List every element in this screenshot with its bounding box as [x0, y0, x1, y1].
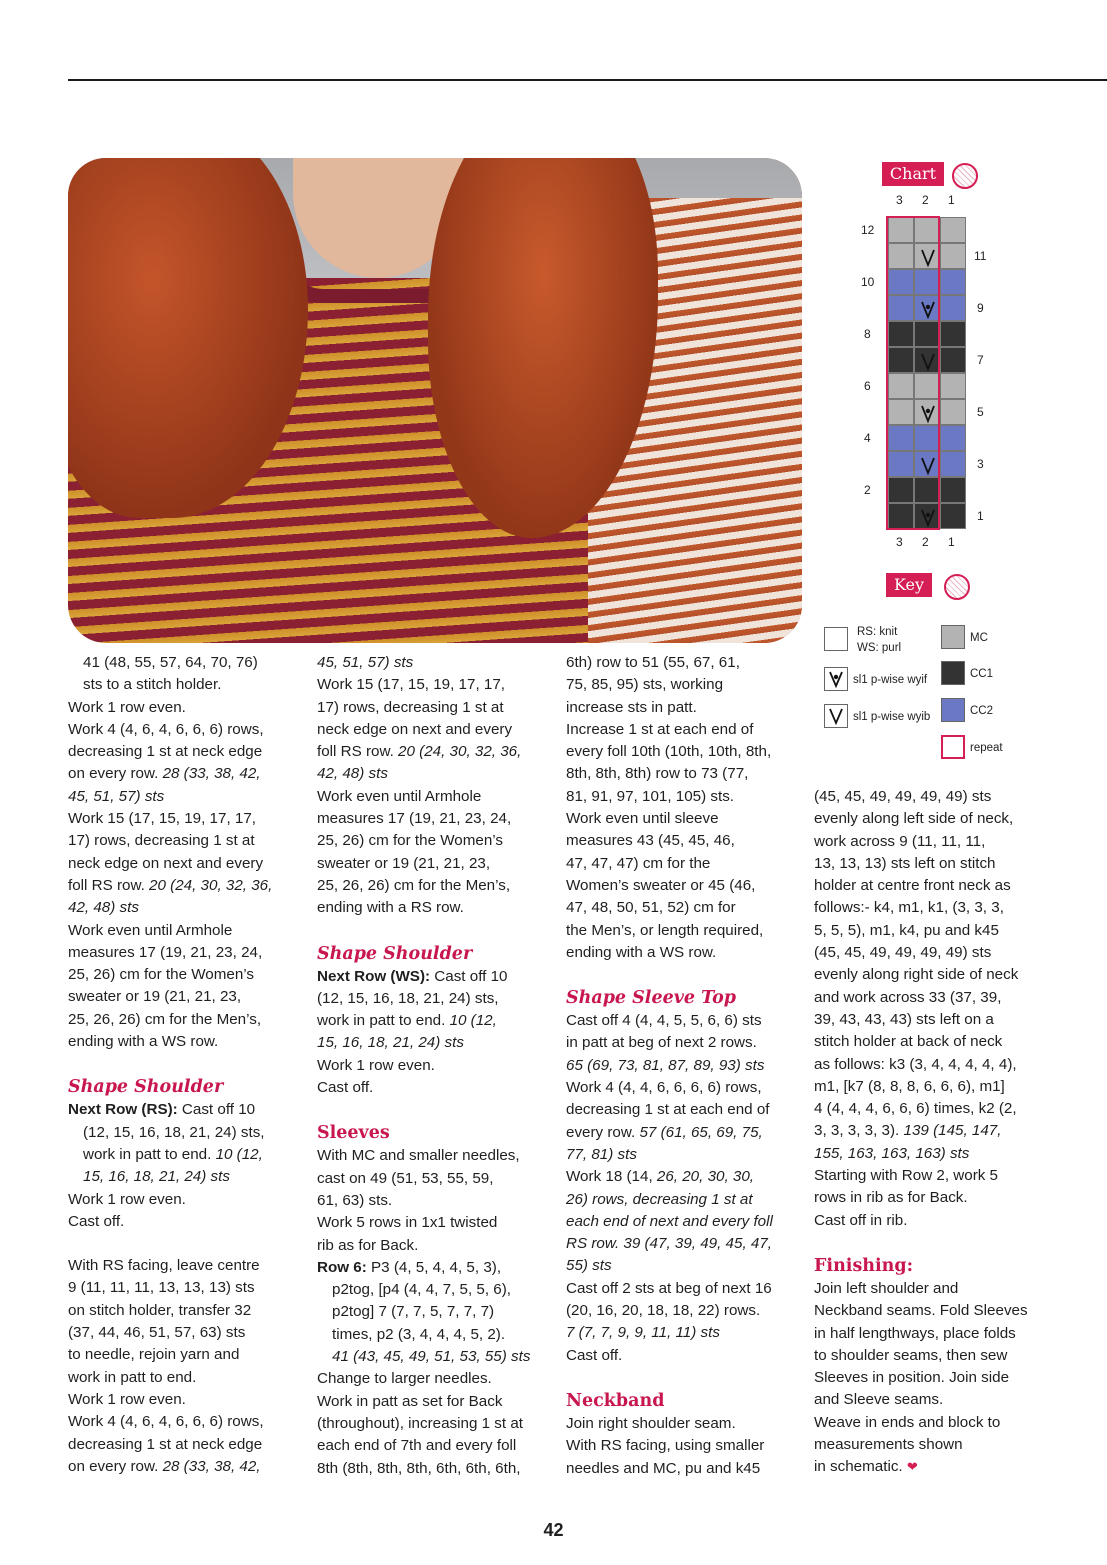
text-line: in schematic. ❤ — [814, 1458, 918, 1476]
chart-cell — [940, 451, 966, 477]
text-line: Work 4 (4, 6, 4, 6, 6, 6) rows, — [68, 720, 264, 738]
section-heading: Neckband — [566, 1390, 665, 1411]
text-line: rib as for Back. — [317, 1236, 419, 1254]
key-label: WS: purl — [857, 642, 902, 654]
text-line: 26) rows, decreasing 1 st at — [566, 1190, 753, 1208]
text-line: to shoulder seams, then sew — [814, 1346, 1008, 1364]
yarn-ball-icon — [952, 163, 978, 189]
text-line: ending with a WS row. — [68, 1033, 219, 1051]
text-column-1 — [68, 652, 300, 1478]
chart-col-label: 1 — [948, 535, 955, 549]
text-line: (12, 15, 16, 18, 21, 24) sts, — [317, 989, 499, 1007]
chart-cell — [940, 373, 966, 399]
text-line: Work even until sleeve — [566, 810, 719, 828]
text-line: (20, 16, 20, 18, 18, 22) rows. — [566, 1302, 761, 1320]
chart-col-label: 1 — [948, 193, 955, 207]
key-label: MC — [970, 632, 988, 644]
text-line: evenly along left side of neck, — [814, 810, 1014, 828]
section-heading: Finishing: — [814, 1255, 914, 1276]
chart-row-label: 4 — [864, 431, 871, 445]
chart-row-label: 10 — [861, 275, 875, 289]
chart-cell — [940, 243, 966, 269]
chart-cell — [940, 399, 966, 425]
text-line: Work 1 row even. — [68, 1390, 186, 1408]
text-line: Cast off in rib. — [814, 1211, 908, 1229]
text-line: Work 15 (17, 15, 19, 17, 17, — [317, 676, 505, 694]
yarn-ball-icon — [944, 574, 970, 600]
sweater-photo — [68, 158, 802, 643]
text-line: 39, 43, 43, 43) sts left on a — [814, 1010, 994, 1028]
text-line: Work 1 row even. — [68, 698, 186, 716]
text-line: neck edge on next and every — [317, 720, 513, 738]
text-line: measures 17 (19, 21, 23, 24, — [68, 943, 263, 961]
text-line: sts to a stitch holder. — [83, 676, 222, 694]
text-line: 47, 47, 47) cm for the — [566, 854, 711, 872]
text-line: Work even until Armhole — [317, 787, 482, 805]
text-line: p2tog, [p4 (4, 4, 7, 5, 5, 6), — [332, 1281, 511, 1299]
text-line: sweater or 19 (21, 21, 23, — [317, 854, 491, 872]
text-line: follows:- k4, m1, k1, (3, 3, 3, — [814, 899, 1004, 917]
slip-wyib-icon — [824, 704, 848, 728]
text-line: (12, 15, 16, 18, 21, 24) sts, — [83, 1123, 265, 1141]
text-line: each end of next and every foll — [566, 1212, 773, 1230]
chart-cell — [940, 321, 966, 347]
text-line: Work in patt as set for Back — [317, 1392, 503, 1410]
text-line: 41 (48, 55, 57, 64, 70, 76) — [83, 654, 258, 671]
text-line: 77, 81) sts — [566, 1145, 637, 1163]
text-line: 4 (4, 4, 4, 6, 6, 6) times, k2 (2, — [814, 1100, 1017, 1118]
key-label: repeat — [970, 742, 1003, 754]
text-line: the Men’s, or length required, — [566, 921, 764, 939]
text-line: 42, 48) sts — [317, 765, 388, 783]
text-line: every foll 10th (10th, 10th, 8th, — [566, 743, 772, 761]
text-line: 42, 48) sts — [68, 899, 139, 917]
text-line: Work 1 row even. — [317, 1056, 435, 1074]
text-line: Increase 1 st at each end of — [566, 720, 754, 738]
text-line: ending with a WS row. — [566, 943, 717, 961]
repeat-outline — [886, 216, 940, 530]
text-line: Neckband seams. Fold Sleeves — [814, 1302, 1028, 1320]
text-line: 75, 85, 95) sts, working — [566, 676, 724, 694]
text-line: RS row. 39 (47, 39, 49, 45, 47, — [566, 1235, 773, 1253]
text-column-3 — [566, 652, 798, 1480]
chart-title: Chart — [882, 162, 944, 186]
text-line: 45, 51, 57) sts — [68, 787, 165, 805]
text-line: 41 (43, 45, 49, 51, 53, 55) sts — [332, 1348, 531, 1366]
text-line: 9 (11, 11, 11, 13, 13, 13) sts — [68, 1279, 255, 1297]
chart-row-label: 3 — [977, 457, 984, 471]
text-line: work in patt to end. — [68, 1368, 197, 1386]
text-line: every row. 57 (61, 65, 69, 75, — [566, 1123, 763, 1141]
chart-cell — [940, 347, 966, 373]
top-rule — [68, 79, 1107, 81]
key-label: sl1 p-wise wyib — [853, 711, 931, 723]
text-line: 155, 163, 163, 163) sts — [814, 1144, 970, 1162]
text-line: measurements shown — [814, 1436, 963, 1454]
text-line: measures 17 (19, 21, 23, 24, — [317, 810, 512, 828]
chart-row-label: 8 — [864, 327, 871, 341]
chart-row-label: 7 — [977, 353, 984, 367]
text-line: 61, 63) sts. — [317, 1191, 393, 1209]
text-line: 25, 26) cm for the Women’s — [317, 832, 503, 850]
text-line: 13, 13, 13) sts left on stitch — [814, 854, 996, 872]
text-line: 3, 3, 3, 3, 3). 139 (145, 147, — [814, 1122, 1002, 1140]
text-line: m1, [k7 (8, 8, 8, 6, 6, 6), m1] — [814, 1077, 1005, 1095]
text-line: With RS facing, using smaller — [566, 1437, 765, 1455]
text-column-4 — [814, 786, 1054, 1479]
text-line: evenly along right side of neck — [814, 966, 1019, 984]
text-line: Cast off 2 sts at beg of next 16 — [566, 1279, 772, 1297]
text-line: decreasing 1 st at neck edge — [68, 1435, 263, 1453]
text-line: Weave in ends and block to — [814, 1413, 1001, 1431]
text-line: and Sleeve seams. — [814, 1391, 944, 1409]
text-line: Next Row (WS): Cast off 10 — [317, 967, 508, 985]
text-line: on every row. 28 (33, 38, 42, — [68, 765, 261, 783]
text-line: holder at centre front neck as — [814, 877, 1011, 895]
text-line: 25, 26, 26) cm for the Men’s, — [317, 876, 511, 894]
knit-purl-swatch — [824, 627, 848, 651]
text-line: foll RS row. 20 (24, 30, 32, 36, — [68, 876, 273, 894]
chart-cell — [940, 295, 966, 321]
text-line: Cast off. — [68, 1212, 125, 1230]
text-line: work in patt to end. 10 (12, — [317, 1012, 497, 1030]
chart-row-label: 9 — [977, 301, 984, 315]
text-line: Women’s sweater or 45 (46, — [566, 876, 756, 894]
text-line: and work across 33 (37, 39, — [814, 988, 1002, 1006]
text-line: sweater or 19 (21, 21, 23, — [68, 988, 242, 1006]
text-line: rows in rib as for Back. — [814, 1189, 968, 1207]
text-line: (throughout), increasing 1 st at — [317, 1414, 523, 1432]
text-line: Sleeves in position. Join side — [814, 1369, 1010, 1387]
text-line: 55) sts — [566, 1257, 612, 1275]
page-number: 42 — [543, 1520, 564, 1540]
key-label: RS: knit — [857, 626, 898, 638]
text-line: decreasing 1 st at each end of — [566, 1101, 770, 1119]
text-line: Join right shoulder seam. — [566, 1414, 736, 1432]
text-line: Work 4 (4, 4, 6, 6, 6, 6) rows, — [566, 1079, 762, 1097]
chart-cell — [940, 503, 966, 529]
chart-row-label: 12 — [861, 223, 875, 237]
text-line: in half lengthways, place folds — [814, 1324, 1016, 1342]
text-line: (37, 44, 46, 51, 57, 63) sts — [68, 1324, 246, 1342]
text-line: Work 15 (17, 15, 19, 17, 17, — [68, 810, 256, 828]
chart-col-label: 2 — [922, 193, 929, 207]
section-heading: Shape Shoulder — [317, 943, 473, 964]
chart-col-label: 3 — [896, 193, 903, 207]
text-line: Join left shoulder and — [814, 1279, 959, 1297]
text-column-2 — [317, 652, 549, 1480]
section-heading: Shape Sleeve Top — [566, 988, 737, 1009]
text-line: 7 (7, 7, 9, 9, 11, 11) sts — [566, 1324, 720, 1342]
text-line: Change to larger needles. — [317, 1370, 492, 1388]
text-line: stitch holder at back of neck — [814, 1033, 1003, 1051]
text-line: 25, 26, 26) cm for the Men’s, — [68, 1010, 262, 1028]
key-label: sl1 p-wise wyif — [853, 674, 928, 686]
text-line: Work 4 (4, 6, 4, 6, 6, 6) rows, — [68, 1413, 264, 1431]
slip-wyif-icon — [824, 667, 848, 691]
text-line: Starting with Row 2, work 5 — [814, 1167, 999, 1185]
repeat-swatch — [941, 735, 965, 759]
text-line: increase sts in patt. — [566, 698, 697, 716]
text-line: Work 1 row even. — [68, 1190, 186, 1208]
text-line: 6th) row to 51 (55, 67, 61, — [566, 654, 740, 671]
text-line: 17) rows, decreasing 1 st at — [68, 832, 255, 850]
text-line: 45, 51, 57) sts — [317, 654, 414, 671]
text-line: needles and MC, pu and k45 — [566, 1459, 761, 1477]
text-line: measures 43 (45, 45, 46, — [566, 832, 735, 850]
hair-left — [68, 158, 308, 518]
text-line: ending with a RS row. — [317, 899, 464, 917]
text-line: 5, 5, 5), m1, k4, pu and k45 — [814, 921, 999, 939]
text-line: on every row. 28 (33, 38, 42, — [68, 1457, 261, 1475]
text-line: 25, 26) cm for the Women’s — [68, 966, 254, 984]
text-line: With MC and smaller needles, — [317, 1147, 520, 1165]
text-line: 15, 16, 18, 21, 24) sts — [83, 1168, 230, 1186]
text-line: (45, 45, 49, 49, 49, 49) sts — [814, 788, 992, 805]
text-line: each end of 7th and every foll — [317, 1437, 517, 1455]
text-line: 15, 16, 18, 21, 24) sts — [317, 1034, 464, 1052]
text-line: Cast off. — [566, 1346, 623, 1364]
chart-cell — [940, 269, 966, 295]
section-heading: Shape Shoulder — [68, 1077, 224, 1098]
text-line: 17) rows, decreasing 1 st at — [317, 698, 504, 716]
text-line: cast on 49 (51, 53, 55, 59, — [317, 1169, 494, 1187]
chart-cell — [940, 217, 966, 243]
text-line: 47, 48, 50, 51, 52) cm for — [566, 899, 736, 917]
cc1-swatch — [941, 661, 965, 685]
text-line: Work even until Armhole — [68, 921, 233, 939]
text-line: 8th, 8th, 8th) row to 73 (77, — [566, 765, 749, 783]
text-line: With RS facing, leave centre — [68, 1257, 260, 1275]
key-label: CC1 — [970, 668, 994, 680]
key-label: CC2 — [970, 705, 994, 717]
chart-row-label: 1 — [977, 509, 984, 523]
text-line: 65 (69, 73, 81, 87, 89, 93) sts — [566, 1056, 765, 1074]
chart-row-label: 2 — [864, 483, 871, 497]
text-line: foll RS row. 20 (24, 30, 32, 36, — [317, 743, 522, 761]
text-line: Work 5 rows in 1x1 twisted — [317, 1214, 498, 1232]
text-line: Cast off. — [317, 1079, 374, 1097]
text-line: 8th (8th, 8th, 8th, 6th, 6th, 6th, — [317, 1459, 521, 1477]
text-line: work across 9 (11, 11, 11, — [814, 832, 986, 850]
section-heading: Sleeves — [317, 1123, 390, 1144]
chart-row-label: 5 — [977, 405, 984, 419]
chart-row-label: 11 — [974, 249, 987, 263]
text-line: neck edge on next and every — [68, 854, 264, 872]
chart-cell — [940, 477, 966, 503]
text-line: on stitch holder, transfer 32 — [68, 1301, 252, 1319]
chart-cell — [940, 425, 966, 451]
text-line: to needle, rejoin yarn and — [68, 1346, 240, 1364]
text-line: work in patt to end. 10 (12, — [83, 1145, 263, 1163]
text-line: (45, 45, 49, 49, 49, 49) sts — [814, 944, 992, 962]
text-line: decreasing 1 st at neck edge — [68, 743, 263, 761]
text-line: Row 6: P3 (4, 5, 4, 4, 5, 3), — [317, 1258, 502, 1276]
cc2-swatch — [941, 698, 965, 722]
mc-swatch — [941, 625, 965, 649]
text-line: 81, 91, 97, 101, 105) sts. — [566, 787, 735, 805]
text-line: as follows: k3 (3, 4, 4, 4, 4, 4), — [814, 1055, 1017, 1073]
chart-col-label: 3 — [896, 535, 903, 549]
text-line: Cast off 4 (4, 4, 5, 5, 6, 6) sts — [566, 1012, 762, 1030]
key-title: Key — [886, 573, 932, 597]
chart-col-label: 2 — [922, 535, 929, 549]
yarn-heart-icon: ❤ — [906, 1459, 918, 1475]
chart-row-label: 6 — [864, 379, 871, 393]
text-line: Work 18 (14, 26, 20, 30, 30, — [566, 1168, 755, 1186]
text-line: Next Row (RS): Cast off 10 — [68, 1101, 256, 1119]
text-line: p2tog] 7 (7, 7, 5, 7, 7, 7) — [332, 1303, 495, 1321]
text-line: in patt at beg of next 2 rows. — [566, 1034, 757, 1052]
text-line: times, p2 (3, 4, 4, 4, 5, 2). — [332, 1325, 506, 1343]
